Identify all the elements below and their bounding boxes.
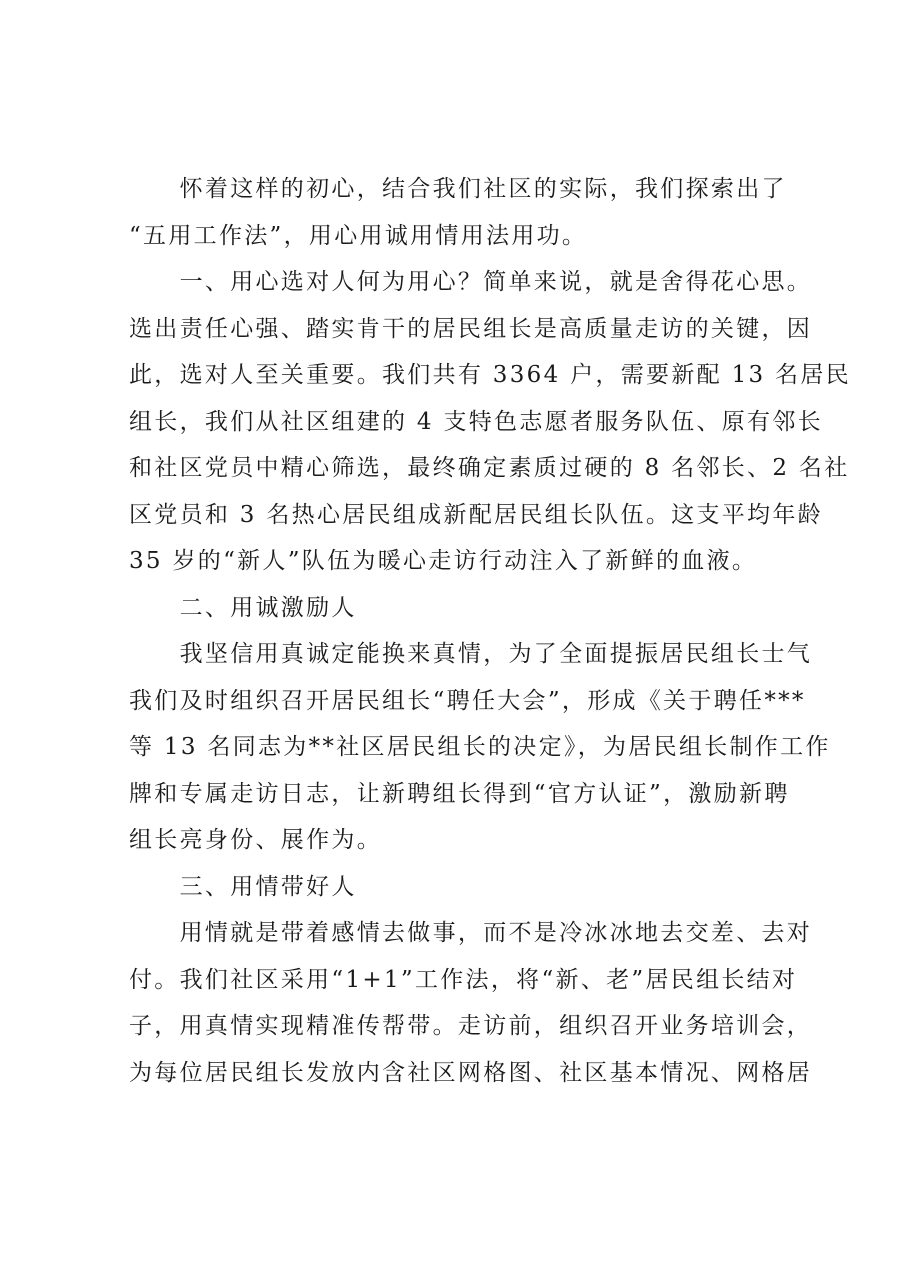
- text-line: 此，选对人至关重要。我们共有 3364 户，需要新配 13 名居民: [129, 362, 851, 388]
- text-line: 三、用情带好人: [129, 873, 357, 900]
- text-line: 我坚信用真诚定能换来真情，为了全面提振居民组长士气: [129, 641, 813, 667]
- section-heading-two: [129, 585, 799, 632]
- text-line: 和社区党员中精心筛选，最终确定素质过硬的 8 名邻长、2 名社: [129, 455, 850, 481]
- text-line: 我们及时组织召开居民组长“聘任大会”，形成《关于聘任***: [129, 687, 806, 714]
- paragraph-section-two: [129, 631, 831, 864]
- text-line: 子，用真情实现精准传帮带。走访前，组织召开业务培训会，: [129, 1013, 813, 1039]
- text-line: 为每位居民组长发放内含社区网格图、社区基本情况、网格居: [129, 1059, 813, 1086]
- text-line: 组长亮身份、展作为。: [129, 827, 382, 853]
- text-line: 组长，我们从社区组建的 4 支特色志愿者服务队伍、原有邻长: [129, 408, 823, 435]
- text-line: 付。我们社区采用“1+1”工作法，将“新、老”居民组长结对: [129, 966, 798, 993]
- text-line: 牌和专属走访日志，让新聘组长得到“官方认证”，激励新聘: [129, 780, 790, 807]
- section-heading-three: [129, 864, 799, 911]
- paragraph-section-three: [129, 910, 813, 1096]
- paragraph-section-one: [129, 259, 851, 585]
- text-line: “五用工作法”，用心用诚用情用法用功。: [129, 222, 588, 249]
- text-line: 怀着这样的初心，结合我们社区的实际，我们探索出了: [129, 176, 787, 202]
- text-line: 等 13 名同志为**社区居民组长的决定》，为居民组长制作工作: [129, 734, 831, 760]
- text-line: 选出责任心强、踏实肯干的居民组长是高质量走访的关键，因: [129, 315, 813, 342]
- text-line: 区党员和 3 名热心居民组成新配居民组长队伍。这支平均年龄: [129, 501, 823, 528]
- text-line: 一、用心选对人何为用心？简单来说，就是舍得花心思。: [129, 269, 813, 295]
- text-line: 35 岁的“新人”队伍为暖心走访行动注入了新鲜的血液。: [129, 548, 758, 574]
- text-line: 用情就是带着感情去做事，而不是冷冰冰地去交差、去对: [129, 920, 813, 946]
- text-line: 二、用诚激励人: [129, 594, 357, 621]
- paragraph-intro: [129, 166, 799, 259]
- document-body: [129, 166, 851, 1096]
